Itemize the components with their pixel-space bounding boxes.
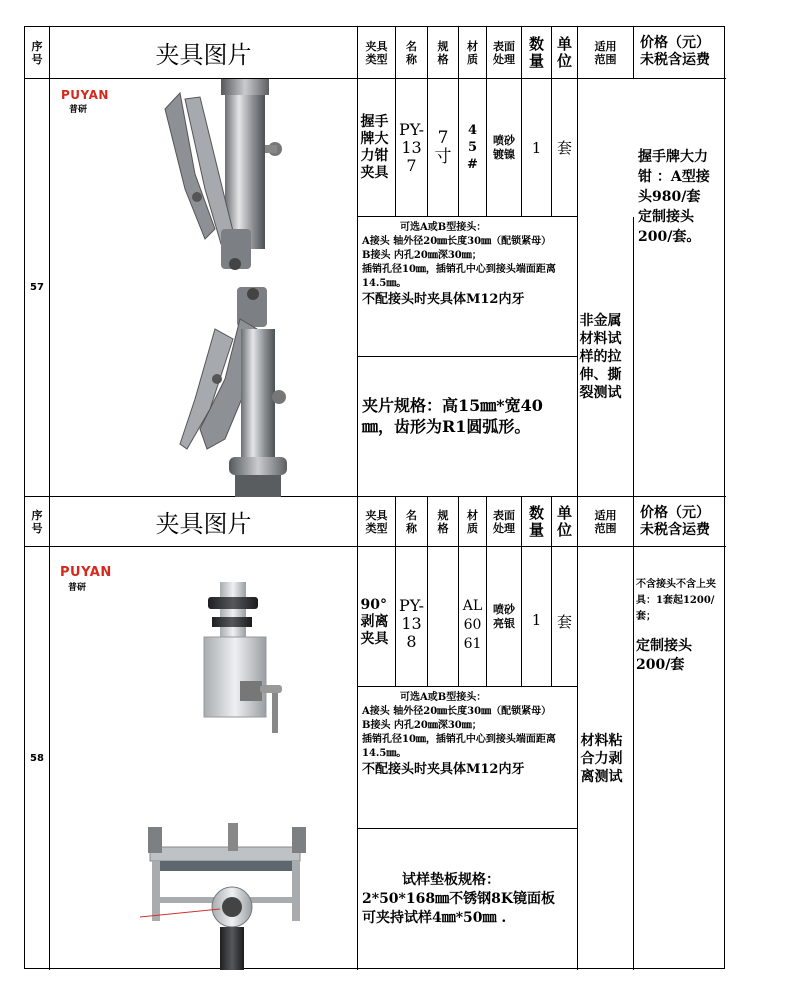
row58-price-custom: 定制接头200/套 — [636, 638, 692, 673]
row57-qty: 1 — [522, 79, 552, 217]
row58-spec — [428, 547, 459, 687]
row57-note-2: A接头 轴外径20㎜长度30㎜（配锁紧母） — [362, 236, 552, 247]
row58-unit: 套 — [552, 547, 578, 687]
row58-material: AL6061 — [459, 547, 487, 687]
row57-note-5: 不配接头时夹具体M12内牙 — [362, 292, 525, 307]
row57-jaw-spec: 夹片规格：高15㎜*宽40㎜，齿形为R1圆弧形。 — [358, 357, 578, 497]
header2-no: 序号 — [25, 497, 50, 547]
row57-spec: 7寸 — [428, 79, 459, 217]
row57-connector-notes — [358, 217, 578, 357]
row58-price — [634, 547, 726, 970]
row58-connector-notes — [358, 687, 578, 829]
row58-surface: 喷砂亮银 — [487, 547, 522, 687]
row58-image — [50, 547, 358, 970]
header-unit: 单位 — [552, 27, 578, 79]
row58-note-3: B接头 内孔20㎜深30㎜； — [362, 720, 482, 731]
row57-surface: 喷砂镀镍 — [487, 79, 522, 217]
header-qty: 数量 — [522, 27, 552, 79]
row58-note-2: A接头 轴外径20㎜长度30㎜（配锁紧母） — [362, 706, 552, 717]
row57-type: 握手牌大力钳夹具 — [358, 79, 396, 217]
row58-no: 58 — [25, 547, 50, 970]
row58-note-4: 插销孔径10㎜，插销孔中心到接头端面距离14.5㎜。 — [362, 734, 556, 759]
header-no: 序号 — [25, 27, 50, 79]
header-price — [634, 27, 726, 79]
spec-table — [24, 26, 725, 969]
locking-pliers-fixture-photo — [125, 79, 325, 497]
header2-type: 夹具类型 — [358, 497, 396, 547]
header2-unit: 单位 — [552, 497, 578, 547]
header-price-line1: 价格（元） — [640, 35, 710, 51]
logo-brand-2: PUYAN — [60, 565, 112, 580]
header2-name: 名称 — [396, 497, 428, 547]
row58-scope: 材料粘合力剥离测试 — [578, 547, 634, 970]
row57-note-1: 可选A或B型接头： — [400, 222, 487, 233]
row58-note-1: 可选A或B型接头： — [400, 692, 487, 703]
header2-qty: 数量 — [522, 497, 552, 547]
header-type: 夹具类型 — [358, 27, 396, 79]
header-surface: 表面处理 — [487, 27, 522, 79]
header2-price-line2: 未税含运费 — [640, 522, 710, 538]
header2-spec: 规格 — [428, 497, 459, 547]
row57-material: 45# — [459, 79, 487, 217]
logo-cn: 普研 — [69, 105, 88, 115]
row57-image — [50, 79, 358, 497]
puyan-logo-2 — [60, 565, 112, 593]
header-spec: 规格 — [428, 27, 459, 79]
logo-cn-2: 普研 — [68, 583, 87, 593]
header-material: 材质 — [459, 27, 487, 79]
row58-spec-line1: 试样垫板规格： — [402, 872, 500, 888]
row58-plate-spec — [358, 829, 578, 970]
row57-note-4: 插销孔径10㎜，插销孔中心到接头端面距离14.5㎜。 — [362, 264, 556, 289]
header2-image: 夹具图片 — [50, 497, 358, 547]
header2-material: 材质 — [459, 497, 487, 547]
row57-scope: 非金属材料试样的拉伸、撕裂测试 — [578, 217, 634, 497]
row58-note-5: 不配接头时夹具体M12内牙 — [362, 762, 525, 777]
row57-price: 握手牌大力钳 ：A型接头980/套 定制接头200/套。 — [634, 79, 726, 497]
header2-scope: 适用范围 — [578, 497, 634, 547]
row58-price-note: 不含接头不含上夹具：1套起1200/套； — [636, 579, 716, 622]
header2-surface: 表面处理 — [487, 497, 522, 547]
header-name: 名称 — [396, 27, 428, 79]
peel-fixture-photo — [120, 577, 330, 970]
logo-brand: PUYAN — [61, 88, 109, 102]
row57-name: PY-137 — [396, 79, 428, 217]
row57-no: 57 — [25, 79, 50, 497]
header2-price-line1: 价格（元） — [640, 505, 710, 521]
header2-price — [634, 497, 726, 547]
row58-spec-line3: 可夹持试样4㎜*50㎜ . — [362, 910, 507, 926]
puyan-logo — [61, 88, 109, 115]
row58-name: PY-138 — [396, 547, 428, 687]
header-image: 夹具图片 — [50, 27, 358, 79]
row58-spec-line2: 2*50*168㎜不锈钢8K镜面板 — [362, 891, 555, 907]
row58-type: 90°剥离夹具 — [358, 547, 396, 687]
row58-qty: 1 — [522, 547, 552, 687]
header-price-line2: 未税含运费 — [640, 52, 710, 68]
row57-note-3: B接头 内孔20㎜深30㎜； — [362, 250, 482, 261]
header-scope: 适用范围 — [578, 27, 634, 79]
row57-unit: 套 — [552, 79, 578, 217]
